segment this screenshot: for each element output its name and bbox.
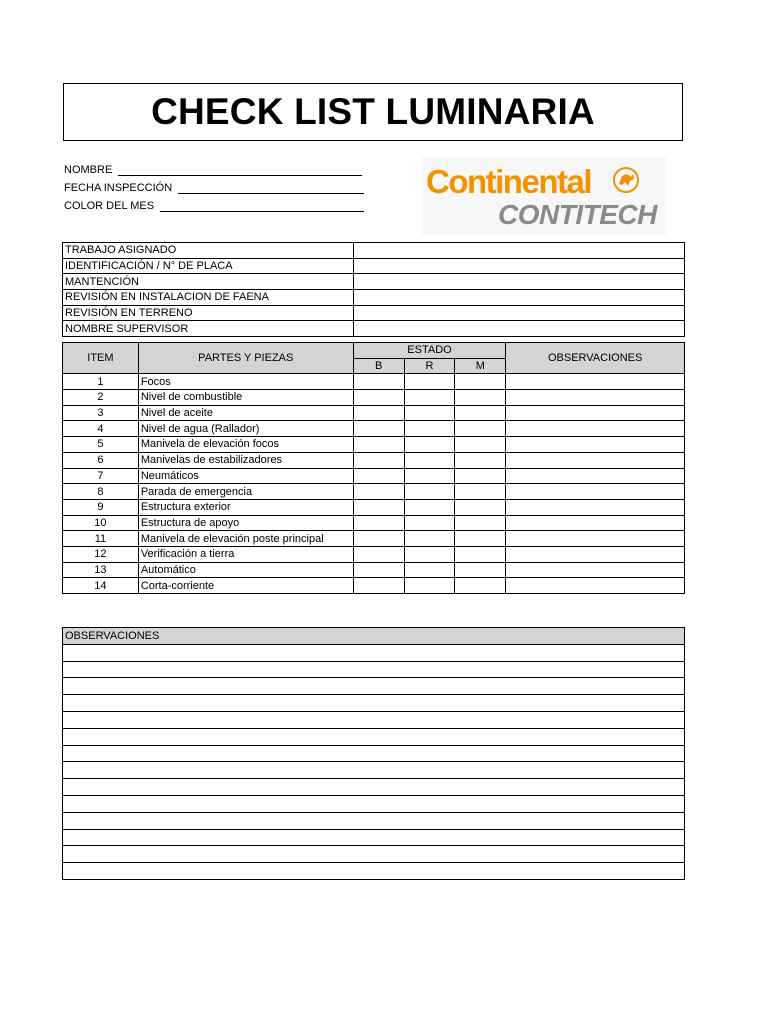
observaciones-cell[interactable] bbox=[506, 578, 685, 594]
item-part: Automático bbox=[138, 562, 353, 578]
info-value-cell[interactable] bbox=[353, 290, 684, 306]
item-number: 5 bbox=[63, 437, 139, 453]
observation-line bbox=[63, 678, 685, 695]
observaciones-cell[interactable] bbox=[506, 421, 685, 437]
item-number: 2 bbox=[63, 390, 139, 406]
estado-m-cell[interactable] bbox=[455, 374, 506, 390]
company-logo bbox=[422, 157, 666, 235]
estado-b-cell[interactable] bbox=[353, 499, 404, 515]
item-number: 12 bbox=[63, 546, 139, 562]
estado-r-cell[interactable] bbox=[404, 531, 455, 547]
table-row bbox=[63, 390, 685, 406]
observaciones-cell[interactable] bbox=[506, 546, 685, 562]
estado-r-cell[interactable] bbox=[404, 515, 455, 531]
item-part: Manivelas de estabilizadores bbox=[138, 452, 353, 468]
info-row bbox=[63, 290, 685, 306]
item-part: Nivel de aceite bbox=[138, 405, 353, 421]
estado-m-cell[interactable] bbox=[455, 468, 506, 484]
estado-b-cell[interactable] bbox=[353, 452, 404, 468]
estado-b-cell[interactable] bbox=[353, 484, 404, 500]
header-observaciones: OBSERVACIONES bbox=[506, 343, 685, 374]
observaciones-cell[interactable] bbox=[506, 452, 685, 468]
table-row bbox=[63, 578, 685, 594]
observation-line bbox=[63, 863, 685, 880]
item-number: 10 bbox=[63, 515, 139, 531]
info-label: REVISIÓN EN INSTALACION DE FAENA bbox=[63, 290, 354, 306]
observation-line-cell[interactable] bbox=[63, 661, 685, 678]
estado-m-cell[interactable] bbox=[455, 484, 506, 500]
header-parts: PARTES Y PIEZAS bbox=[138, 343, 353, 374]
observation-line-cell[interactable] bbox=[63, 695, 685, 712]
item-number: 9 bbox=[63, 499, 139, 515]
observation-line-cell[interactable] bbox=[63, 745, 685, 762]
item-part: Neumáticos bbox=[138, 468, 353, 484]
item-part: Manivela de elevación focos bbox=[138, 437, 353, 453]
estado-b-cell[interactable] bbox=[353, 405, 404, 421]
observation-line-cell[interactable] bbox=[63, 644, 685, 661]
item-part: Focos bbox=[138, 374, 353, 390]
estado-m-cell[interactable] bbox=[455, 562, 506, 578]
estado-r-cell[interactable] bbox=[404, 484, 455, 500]
observation-line-cell[interactable] bbox=[63, 711, 685, 728]
checklist-table bbox=[62, 342, 685, 594]
item-number: 3 bbox=[63, 405, 139, 421]
observaciones-cell[interactable] bbox=[506, 531, 685, 547]
item-number: 1 bbox=[63, 374, 139, 390]
info-label: REVISIÓN EN TERRENO bbox=[63, 305, 354, 321]
estado-r-cell[interactable] bbox=[404, 546, 455, 562]
estado-b-cell[interactable] bbox=[353, 531, 404, 547]
table-row bbox=[63, 374, 685, 390]
title-box bbox=[63, 83, 683, 141]
observaciones-cell[interactable] bbox=[506, 468, 685, 484]
item-part: Manivela de elevación poste principal bbox=[138, 531, 353, 547]
estado-m-cell[interactable] bbox=[455, 578, 506, 594]
item-number: 13 bbox=[63, 562, 139, 578]
observaciones-cell[interactable] bbox=[506, 515, 685, 531]
logo-sub-text: CONTITECH bbox=[498, 199, 657, 230]
estado-b-cell[interactable] bbox=[353, 421, 404, 437]
info-row bbox=[63, 274, 685, 290]
item-part: Nivel de agua (Rallador) bbox=[138, 421, 353, 437]
observaciones-cell[interactable] bbox=[506, 390, 685, 406]
observaciones-cell[interactable] bbox=[506, 405, 685, 421]
info-label: IDENTIFICACIÓN / N° DE PLACA bbox=[63, 258, 354, 274]
estado-r-cell[interactable] bbox=[404, 390, 455, 406]
observation-line bbox=[63, 846, 685, 863]
observaciones-cell[interactable] bbox=[506, 562, 685, 578]
observations-table bbox=[62, 627, 685, 880]
observation-line-cell[interactable] bbox=[63, 779, 685, 796]
field-row bbox=[64, 158, 364, 176]
field-row bbox=[64, 176, 364, 194]
item-part: Corta-corriente bbox=[138, 578, 353, 594]
info-row bbox=[63, 258, 685, 274]
estado-m-cell[interactable] bbox=[455, 452, 506, 468]
estado-m-cell[interactable] bbox=[455, 515, 506, 531]
continental-logo-icon bbox=[422, 157, 666, 235]
item-number: 6 bbox=[63, 452, 139, 468]
table-row bbox=[63, 499, 685, 515]
estado-b-cell[interactable] bbox=[353, 578, 404, 594]
item-number: 8 bbox=[63, 484, 139, 500]
observation-line-cell[interactable] bbox=[63, 728, 685, 745]
estado-r-cell[interactable] bbox=[404, 405, 455, 421]
observation-line-cell[interactable] bbox=[63, 795, 685, 812]
observation-line-cell[interactable] bbox=[63, 762, 685, 779]
field-input-line[interactable] bbox=[160, 199, 364, 212]
item-number: 11 bbox=[63, 531, 139, 547]
table-row bbox=[63, 421, 685, 437]
page-title: CHECK LIST LUMINARIA bbox=[151, 91, 595, 132]
item-part: Estructura exterior bbox=[138, 499, 353, 515]
item-number: 4 bbox=[63, 421, 139, 437]
estado-b-cell[interactable] bbox=[353, 374, 404, 390]
info-value-cell[interactable] bbox=[353, 258, 684, 274]
observaciones-cell[interactable] bbox=[506, 484, 685, 500]
item-part: Parada de emergencia bbox=[138, 484, 353, 500]
estado-r-cell[interactable] bbox=[404, 499, 455, 515]
estado-m-cell[interactable] bbox=[455, 546, 506, 562]
estado-r-cell[interactable] bbox=[404, 374, 455, 390]
table-row bbox=[63, 484, 685, 500]
table-row bbox=[63, 531, 685, 547]
estado-b-cell[interactable] bbox=[353, 546, 404, 562]
estado-b-cell[interactable] bbox=[353, 562, 404, 578]
item-part: Nivel de combustible bbox=[138, 390, 353, 406]
table-row bbox=[63, 515, 685, 531]
observation-line-cell[interactable] bbox=[63, 829, 685, 846]
info-table bbox=[62, 242, 685, 337]
observaciones-cell[interactable] bbox=[506, 499, 685, 515]
header-b: B bbox=[353, 358, 404, 374]
info-value-cell[interactable] bbox=[353, 305, 684, 321]
estado-b-cell[interactable] bbox=[353, 437, 404, 453]
observation-line bbox=[63, 762, 685, 779]
estado-b-cell[interactable] bbox=[353, 468, 404, 484]
header-fields bbox=[64, 158, 364, 212]
table-row bbox=[63, 468, 685, 484]
field-row bbox=[64, 194, 364, 212]
observation-line bbox=[63, 745, 685, 762]
table-row bbox=[63, 452, 685, 468]
field-input-line[interactable] bbox=[118, 163, 362, 176]
header-item: ITEM bbox=[63, 343, 139, 374]
observation-line-cell[interactable] bbox=[63, 812, 685, 829]
header-m: M bbox=[455, 358, 506, 374]
table-row bbox=[63, 562, 685, 578]
estado-r-cell[interactable] bbox=[404, 421, 455, 437]
estado-m-cell[interactable] bbox=[455, 499, 506, 515]
estado-r-cell[interactable] bbox=[404, 578, 455, 594]
field-label: NOMBRE bbox=[64, 164, 113, 176]
estado-b-cell[interactable] bbox=[353, 390, 404, 406]
observaciones-cell[interactable] bbox=[506, 437, 685, 453]
observation-line bbox=[63, 795, 685, 812]
observation-line bbox=[63, 779, 685, 796]
table-row bbox=[63, 546, 685, 562]
observation-line-cell[interactable] bbox=[63, 863, 685, 880]
observation-line bbox=[63, 644, 685, 661]
estado-m-cell[interactable] bbox=[455, 390, 506, 406]
observation-line bbox=[63, 711, 685, 728]
info-value-cell[interactable] bbox=[353, 243, 684, 259]
info-value-cell[interactable] bbox=[353, 321, 684, 337]
item-number: 14 bbox=[63, 578, 139, 594]
item-part: Estructura de apoyo bbox=[138, 515, 353, 531]
estado-m-cell[interactable] bbox=[455, 405, 506, 421]
info-label: TRABAJO ASIGNADO bbox=[63, 243, 354, 259]
estado-r-cell[interactable] bbox=[404, 468, 455, 484]
item-number: 7 bbox=[63, 468, 139, 484]
estado-m-cell[interactable] bbox=[455, 421, 506, 437]
logo-brand-text: Continental bbox=[426, 163, 591, 200]
estado-m-cell[interactable] bbox=[455, 437, 506, 453]
estado-m-cell[interactable] bbox=[455, 531, 506, 547]
table-row bbox=[63, 405, 685, 421]
estado-r-cell[interactable] bbox=[404, 562, 455, 578]
observaciones-cell[interactable] bbox=[506, 374, 685, 390]
observation-line-cell[interactable] bbox=[63, 846, 685, 863]
observation-line bbox=[63, 728, 685, 745]
observation-line bbox=[63, 695, 685, 712]
field-label: COLOR DEL MES bbox=[64, 200, 155, 212]
observation-line bbox=[63, 661, 685, 678]
header-r: R bbox=[404, 358, 455, 374]
estado-r-cell[interactable] bbox=[404, 437, 455, 453]
info-row bbox=[63, 243, 685, 259]
observations-header: OBSERVACIONES bbox=[63, 628, 685, 645]
observation-line bbox=[63, 812, 685, 829]
info-label: MANTENCIÓN bbox=[63, 274, 354, 290]
table-row bbox=[63, 437, 685, 453]
header-estado: ESTADO bbox=[353, 343, 506, 359]
estado-b-cell[interactable] bbox=[353, 515, 404, 531]
info-row bbox=[63, 305, 685, 321]
item-part: Verificación a tierra bbox=[138, 546, 353, 562]
field-input-line[interactable] bbox=[178, 181, 364, 194]
field-label: FECHA INSPECCIÓN bbox=[64, 182, 173, 194]
observation-line bbox=[63, 829, 685, 846]
info-label: NOMBRE SUPERVISOR bbox=[63, 321, 354, 337]
info-row bbox=[63, 321, 685, 337]
observation-line-cell[interactable] bbox=[63, 678, 685, 695]
estado-r-cell[interactable] bbox=[404, 452, 455, 468]
info-value-cell[interactable] bbox=[353, 274, 684, 290]
